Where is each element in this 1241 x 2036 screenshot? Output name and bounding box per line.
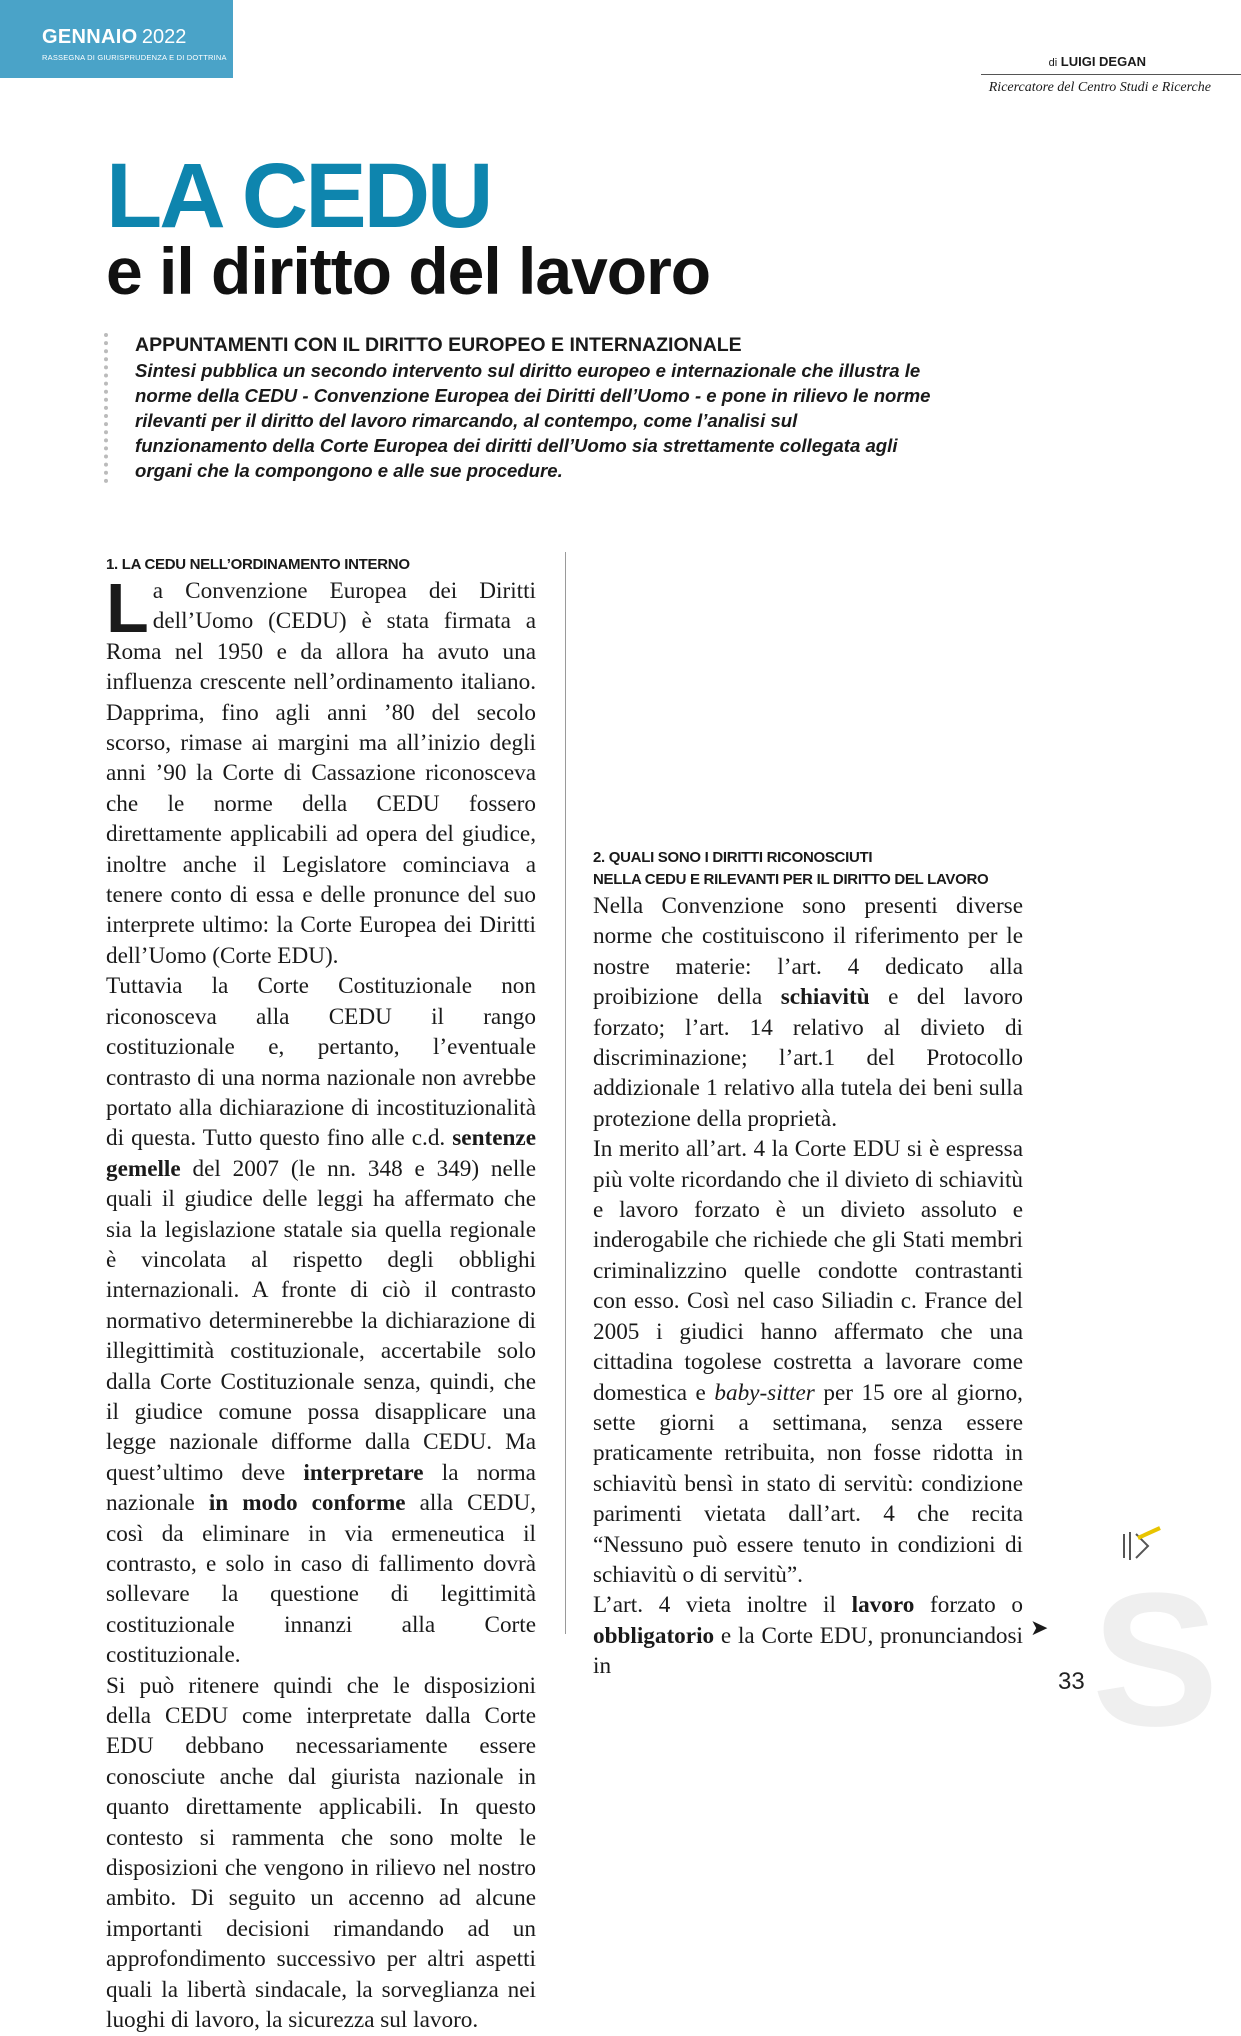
column-right bbox=[593, 549, 1023, 1682]
issue-subtitle: RASSEGNA DI GIURISPRUDENZA E DI DOTTRINA bbox=[42, 53, 227, 62]
text-run: Tuttavia la Corte Costituzionale non riconosceva alla CEDU il rango costituzionale e, pertanto, l’eventuale contrasto di una norma nazionale non avrebbe portato alla dichiarazione di incostituzionalità di questa. Tutto questo fino alle c.d. bbox=[106, 973, 536, 1152]
publication-logo-icon bbox=[1118, 1524, 1166, 1572]
page-number: 33 bbox=[1058, 1668, 1085, 1695]
issue-month: GENNAIO bbox=[42, 26, 138, 48]
author-name: LUIGI DEGAN bbox=[1060, 54, 1146, 69]
bold-term-schiavitu: schiavitù bbox=[780, 984, 870, 1011]
title-line-1: LA CEDU bbox=[106, 145, 491, 247]
author-byline bbox=[981, 54, 1241, 75]
section-1-text-1: a Convenzione Europea dei Diritti dell’Uomo (CEDU) è stata firmata a Roma nel 1950 e da allora ha avuto una influenza crescente nell’ordinamento italiano. Dapprima, fino agli anni ’80 del secolo scorso, rimase ai margini ma all’inizio degli anni ’90 la Corte di Cassazione riconosceva che le norme della CEDU fossero direttamente applicabili ad opera del giudice, inoltre anche il Legislatore cominciava a tenere conto di essa e delle pronunce del suo interprete ultimo: la Corte Europea dei Diritti dell’Uomo (Corte EDU). bbox=[106, 578, 536, 969]
text-run: e la Corte EDU, pronunciandosi in bbox=[593, 1622, 1023, 1680]
italic-term-baby-sitter: baby-sitter bbox=[714, 1379, 815, 1406]
section-2-heading-line-2: NELLA CEDU E RILEVANTI PER IL DIRITTO DEL LAVORO bbox=[593, 871, 989, 888]
issue-tab bbox=[0, 0, 233, 78]
title-line-2: e il diritto del lavoro bbox=[106, 234, 711, 308]
bold-term-in-modo-conforme: in modo conforme bbox=[208, 1490, 406, 1517]
lead-abstract: Sintesi pubblica un secondo intervento sul diritto europeo e internazionale che illustra le norme della CEDU - Convenzione Europea dei Diritti dell’Uomo - e pone in rilievo le norme rilevanti per il diritto del lavoro rimarcando, al contempo, come l’analisi sul funzionamento della Corte Europea dei diritti dell’Uomo sia strettamente collegata agli organi che la compongono e alle sue procedure. bbox=[135, 360, 931, 481]
section-2-paragraph-3 bbox=[593, 1590, 1023, 1681]
text-run: del 2007 (le nn. 348 e 349) nelle quali il giudice delle leggi ha affermato che sia la legislazione statale sia quella regionale è vincolata al rispetto degli obblighi internazionali. A fronte di ciò il contrasto normativo determinerebbe la dichiarazione di illegittimità costituzionale, accertabile solo dalla Corte Costituzionale senza, quindi, che il giudice comune possa disapplicare una legge nazionale difforme dalla CEDU. Ma quest’ultimo deve bbox=[106, 1155, 536, 1486]
column-continuation-spacer bbox=[593, 549, 1023, 819]
section-1-heading: 1. LA CEDU NELL’ORDINAMENTO INTERNO bbox=[106, 556, 410, 573]
section-1-paragraph-2 bbox=[106, 971, 536, 1670]
text-run: per 15 ore al giorno, sette giorni a settimana, senza essere praticamente retribuita, non fosse ridotta in schiavitù bensì in stato di servitù: condizione parimenti vietata dall’art. 4 che recita “Nessuno può essere tenuto in condizioni di schiavitù o di servitù”. bbox=[593, 1379, 1023, 1588]
issue-year: 2022 bbox=[141, 26, 187, 48]
section-1-paragraph-1 bbox=[106, 569, 536, 971]
text-run: alla CEDU, così da eliminare in via ermeneutica il contrasto, e solo in caso di fallimento dovrà sollevare la questione di legittimità costituzionale innanzi alla Corte costituzionale. bbox=[106, 1490, 536, 1669]
lead-block bbox=[104, 333, 934, 483]
lead-kicker: APPUNTAMENTI CON IL DIRITTO EUROPEO E INTERNAZIONALE bbox=[135, 334, 742, 356]
author-block bbox=[981, 54, 1241, 96]
drop-cap: L bbox=[106, 569, 149, 647]
author-role: Ricercatore del Centro Studi e Ricerche bbox=[988, 80, 1211, 95]
column-left bbox=[106, 554, 536, 2036]
section-2-paragraph-2 bbox=[593, 1134, 1023, 1590]
author-prefix: di bbox=[1048, 57, 1058, 69]
text-run: la norma nazionale bbox=[106, 1459, 536, 1517]
section-2-heading-line-1: 2. QUALI SONO I DIRITTI RICONOSCIUTI bbox=[593, 849, 873, 866]
text-run: forzato o bbox=[914, 1592, 1023, 1619]
text-run: Nella Convenzione sono presenti diverse norme che costituiscono il riferimento per le nostre materie: l’art. 4 dedicato alla proibizione della bbox=[593, 893, 1023, 1011]
brand-letter-watermark: S bbox=[1092, 1554, 1219, 1766]
section-1-paragraph-3: Si può ritenere quindi che le disposizioni della CEDU come interpretate dalla Corte EDU debbano necessariamente essere conosciute anche dal giurista nazionale in quanto direttamente applicabili. In questo contesto si rammenta che sono molte le disposizioni che vengono in rilievo nel nostro ambito. Di seguito un accenno ad alcune importanti decisioni rimandando ad un approfondimento successivo per altri aspetti quali la libertà sindacale, la sorveglianza nei luoghi di lavoro, la sicurezza sul lavoro. bbox=[106, 1672, 536, 2034]
text-run: e del lavoro forzato; l’art. 14 relativo al divieto di discriminazione; l’art.1 del Protocollo addizionale 1 relativo alla tutela dei beni sulla protezione della proprietà. bbox=[593, 984, 1023, 1132]
bold-term-lavoro: lavoro bbox=[851, 1592, 915, 1619]
bold-term-obbligatorio: obbligatorio bbox=[593, 1622, 715, 1649]
section-gap bbox=[593, 819, 1023, 847]
text-run: L’art. 4 vieta inoltre il bbox=[593, 1592, 852, 1619]
section-2-paragraph-1 bbox=[593, 891, 1023, 1134]
bold-term-interpretare: interpretare bbox=[303, 1459, 424, 1486]
column-divider bbox=[565, 552, 566, 1634]
text-run: In merito all’art. 4 la Corte EDU si è espressa più volte ricordando che il divieto di schiavitù e lavoro forzato è un divieto assoluto e inderogabile che richiede che gli Stati membri criminalizzino quelle condotte contrastanti con esso. Così nel caso Siliadin c. France del 2005 i giudici hanno affermato che una cittadina togolese costretta a lavorare come domestica e bbox=[593, 1136, 1023, 1406]
bold-term-sentenze-gemelle: sentenze gemelle bbox=[106, 1125, 536, 1182]
continue-arrow-icon: ➤ bbox=[1030, 1615, 1049, 1640]
